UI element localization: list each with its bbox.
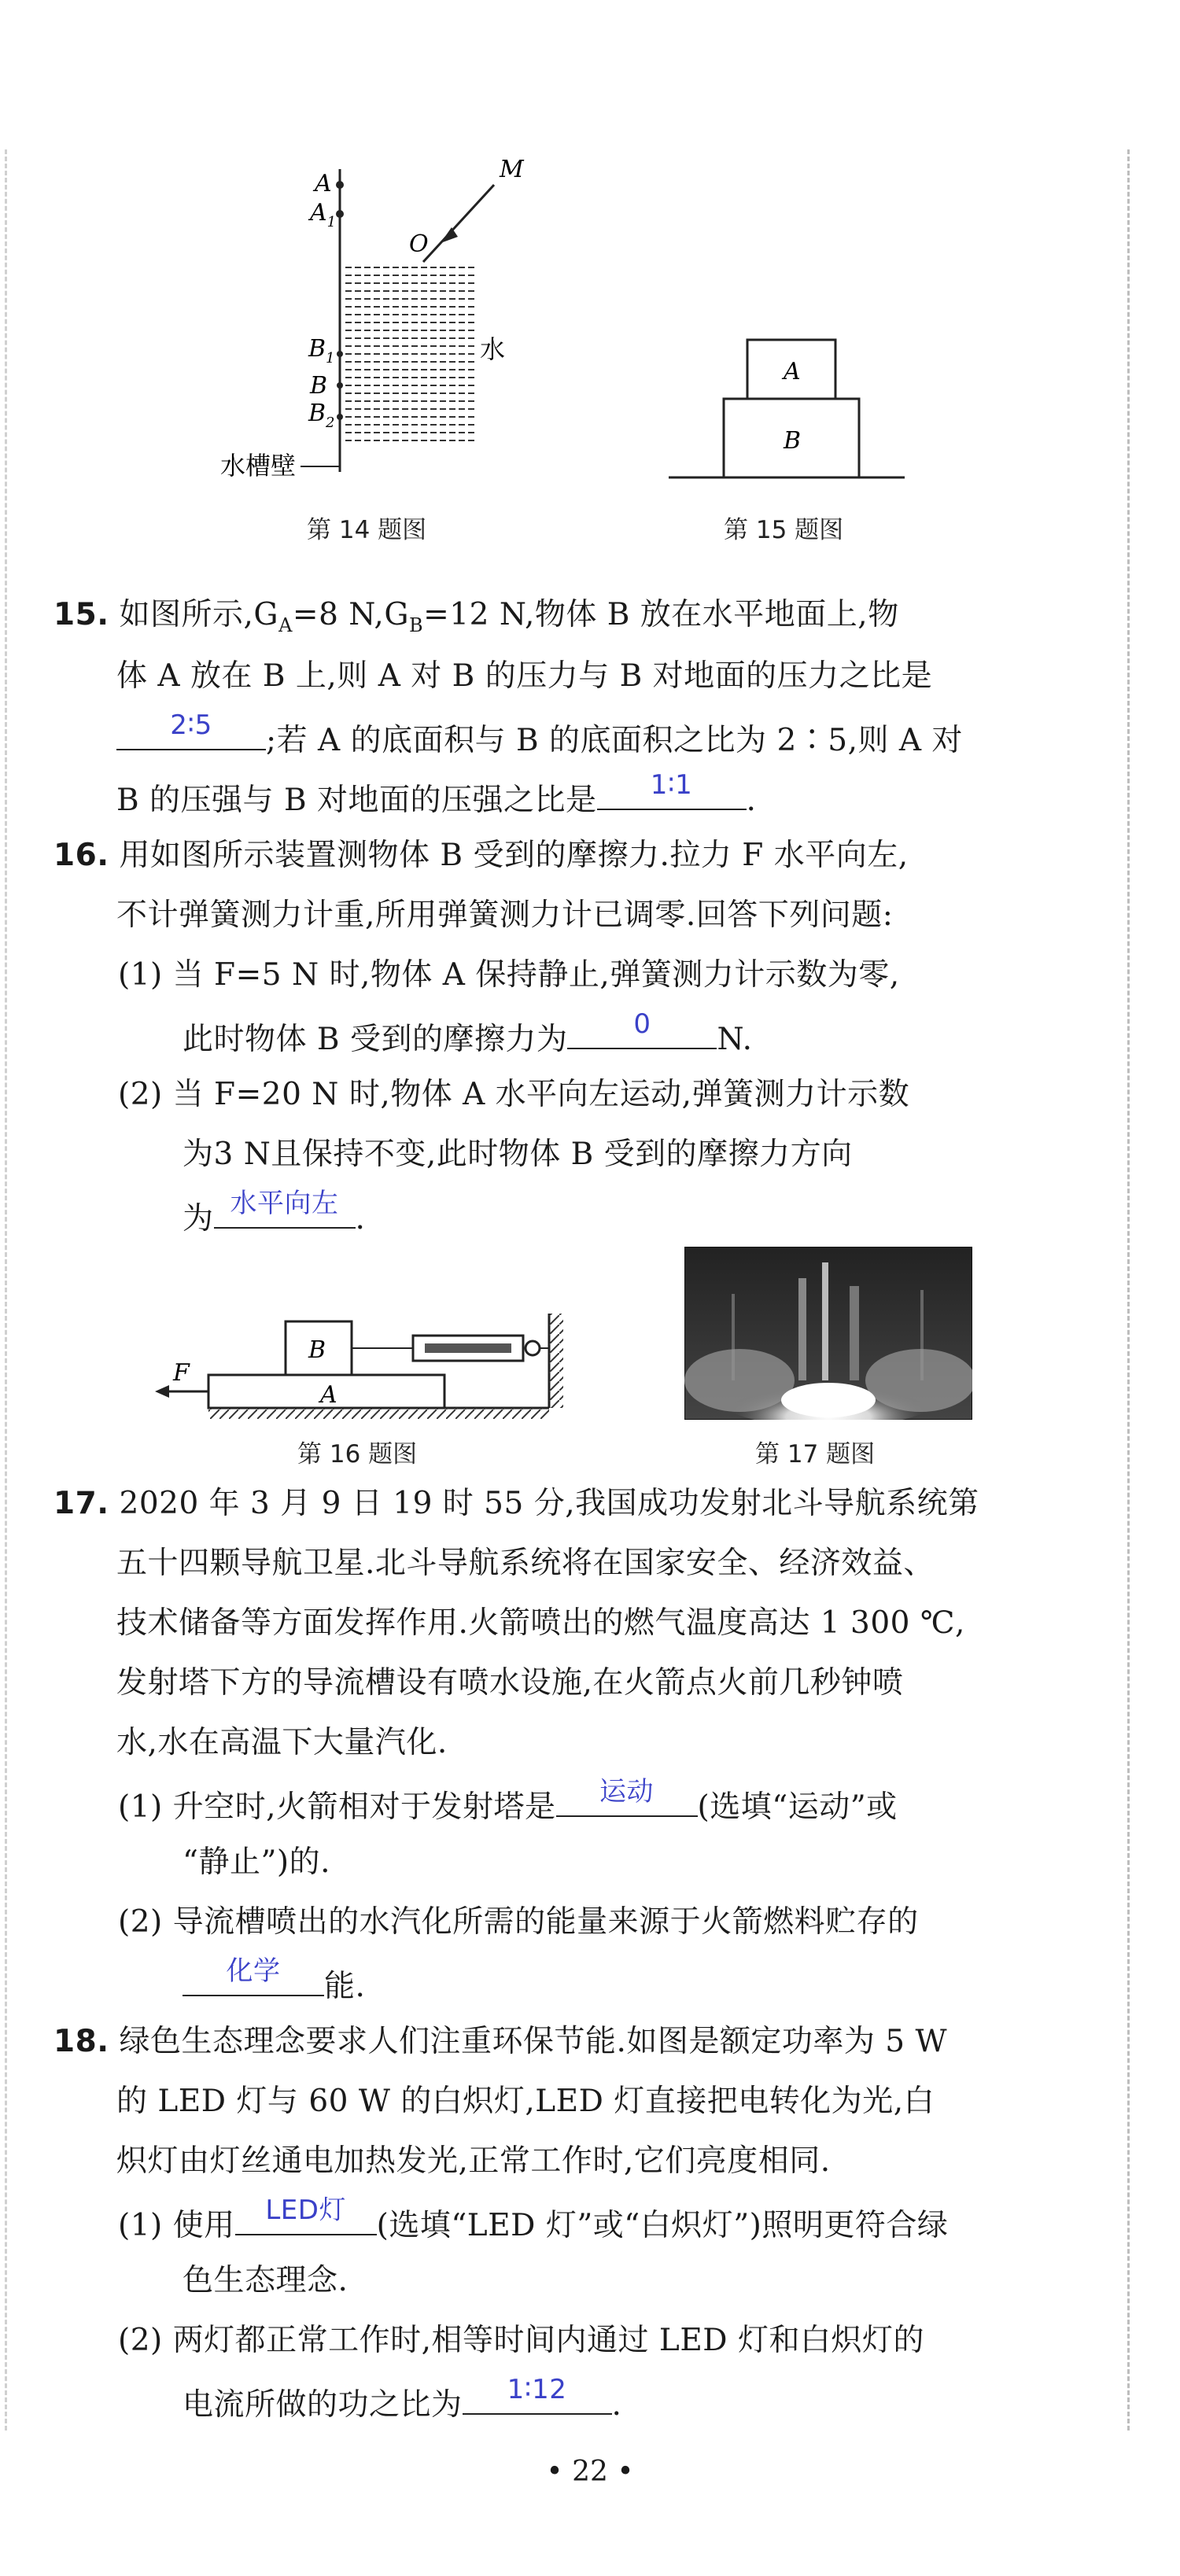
- q18-part2-line2: 电流所做的功之比为 1∶12 .: [183, 2382, 621, 2424]
- label-b2: $B_2$: [308, 400, 335, 431]
- label-wall: 水槽壁: [220, 451, 297, 481]
- label-a: A: [315, 170, 332, 197]
- water-region: [342, 262, 476, 443]
- figure-15: [669, 330, 920, 488]
- incident-ray: [423, 185, 494, 262]
- label-b: B: [310, 372, 328, 400]
- q18-answer-blank-1: [235, 2195, 377, 2235]
- q15-number: 15.: [53, 597, 109, 632]
- q18-line3: 炽灯由灯丝通电加热发光,正常工作时,它们亮度相同.: [116, 2143, 831, 2179]
- caption-fig15: 第 15 题图: [724, 516, 844, 544]
- point-a: [336, 181, 344, 189]
- q15-line3: 2∶5 ;若 A 的底面积与 B 的底面积之比为 2∶5,则 A 对: [116, 717, 963, 760]
- q16-number: 16.: [53, 838, 109, 873]
- q16-line2: 不计弹簧测力计重,所用弹簧测力计已调零.回答下列问题:: [116, 897, 894, 933]
- q15-line1: 15. 如图所示$,G_A=8$ $N,G_B=12$ N,物体 B 放在水平地面上,物: [53, 597, 899, 636]
- page-number: • 22 •: [546, 2456, 634, 2488]
- q16-answer-blank-1: [567, 1008, 717, 1049]
- q16-line1: 16. 用如图所示装置测物体 B 受到的摩擦力.拉力 F 水平向左,: [53, 838, 909, 873]
- q17-line4: 发射塔下方的导流槽设有喷水设施,在火箭点火前几秒钟喷: [116, 1665, 904, 1701]
- q16-answer-2: 水平向左: [230, 1188, 339, 1219]
- q18-line1: 18. 绿色生态理念要求人们注重环保节能.如图是额定功率为 5 W: [53, 2024, 948, 2059]
- label-b1: $B_1$: [308, 335, 335, 367]
- q17-answer-2: 化学: [226, 1955, 281, 1987]
- q16-part1-line2: 此时物体 B 受到的摩擦力为 0 N.: [183, 1016, 753, 1059]
- q16-part2-line3: 为 水平向左 .: [183, 1196, 365, 1238]
- figure-17-rocket-photo: [684, 1247, 972, 1420]
- q15-answer-2: 1∶1: [650, 769, 693, 801]
- q17-answer-1: 运动: [599, 1776, 655, 1808]
- q18-answer-1: LED灯: [265, 2195, 346, 2226]
- q15-line4: B 的压强与 B 对地面的压强之比是 1∶1 .: [116, 777, 756, 820]
- svg-text:A: A: [784, 358, 801, 385]
- svg-text:B: B: [308, 1336, 326, 1364]
- svg-text:B: B: [784, 427, 802, 455]
- label-o: O: [409, 230, 429, 258]
- q16-answer-blank-2: [214, 1188, 356, 1229]
- q18-answer-2: 1∶12: [507, 2374, 567, 2405]
- q17-part1-line1: (1) 升空时,火箭相对于发射塔是 运动 (选填“运动”或: [118, 1784, 898, 1826]
- label-water: 水: [480, 334, 506, 364]
- point-b: [337, 382, 343, 389]
- q18-number: 18.: [53, 2024, 109, 2059]
- point-a1: [336, 210, 344, 218]
- q15-line2: 体 A 放在 B 上,则 A 对 B 的压力与 B 对地面的压力之比是: [116, 658, 933, 694]
- q18-part1-line2: 色生态理念.: [183, 2263, 348, 2298]
- q17-number: 17.: [53, 1486, 109, 1521]
- q17-part2-line1: (2) 导流槽喷出的水汽化所需的能量来源于火箭燃料贮存的: [118, 1904, 919, 1940]
- q17-line1: 17. 2020 年 3 月 9 日 19 时 55 分,我国成功发射北斗导航系统第: [53, 1486, 979, 1521]
- ray-arrow: [441, 227, 458, 243]
- q18-line2: 的 LED 灯与 60 W 的白炽灯,LED 灯直接把电转化为光,白: [116, 2084, 935, 2119]
- svg-text:F: F: [173, 1359, 190, 1387]
- caption-fig14: 第 14 题图: [307, 516, 427, 544]
- svg-text:A: A: [320, 1381, 337, 1409]
- caption-fig17: 第 17 题图: [755, 1440, 876, 1469]
- q17-part2-line2: 化学 能.: [183, 1963, 365, 2006]
- q18-part2-line1: (2) 两灯都正常工作时,相等时间内通过 LED 灯和白炽灯的: [118, 2323, 924, 2358]
- figure-14: [212, 153, 543, 492]
- q17-answer-blank-1: [556, 1776, 698, 1817]
- label-m: M: [500, 156, 524, 183]
- q18-answer-blank-2: [463, 2374, 612, 2415]
- q16-part2-line1: (2) 当 F=20 N 时,物体 A 水平向左运动,弹簧测力计示数: [118, 1077, 910, 1112]
- q18-part1-line1: (1) 使用 LED灯 (选填“LED 灯”或“白炽灯”)照明更符合绿: [118, 2202, 948, 2245]
- q17-line5: 水,水在高温下大量汽化.: [116, 1725, 448, 1760]
- binding-margin-left: [5, 149, 7, 2430]
- q17-line2: 五十四颗导航卫星.北斗导航系统将在国家安全、经济效益、: [116, 1546, 935, 1581]
- q16-part1-line1: (1) 当 F=5 N 时,物体 A 保持静止,弹簧测力计示数为零,: [118, 957, 900, 993]
- binding-margin-right: [1127, 149, 1130, 2430]
- q16-answer-1: 0: [633, 1008, 651, 1040]
- q16-part2-line2: 为3 N且保持不变,此时物体 B 受到的摩擦力方向: [183, 1137, 853, 1172]
- q15-answer-blank-2: [597, 769, 747, 810]
- q15-answer-blank-1: [116, 709, 266, 750]
- figure-16: [153, 1306, 578, 1424]
- point-b1: [337, 351, 343, 357]
- label-a1: $A_1$: [310, 199, 337, 230]
- q17-line3: 技术储备等方面发挥作用.火箭喷出的燃气温度高达 1 300 ℃,: [116, 1605, 965, 1641]
- q15-answer-1: 2∶5: [170, 709, 212, 741]
- point-b2: [337, 414, 343, 420]
- caption-fig16: 第 16 题图: [297, 1440, 418, 1469]
- q17-part1-line2: “静止”)的.: [183, 1844, 330, 1880]
